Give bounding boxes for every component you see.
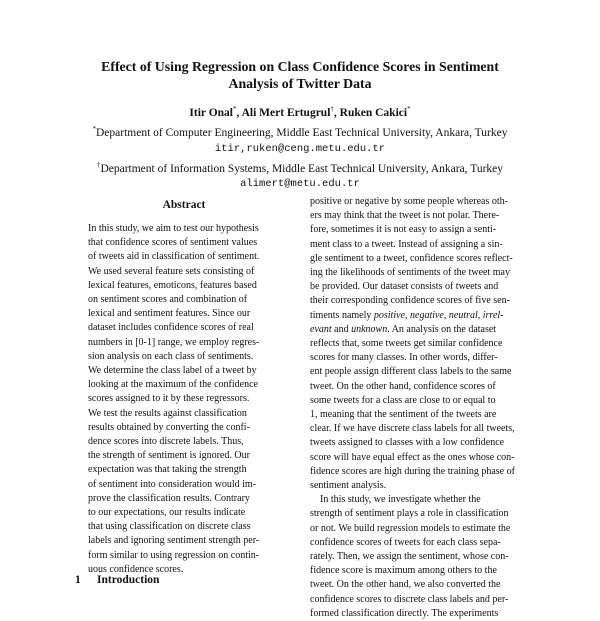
author-name: Ruken Cakici — [339, 106, 408, 119]
abstract-line: expectation was that taking the strength — [88, 464, 247, 476]
body-line: positive or negative by some people whereas oth- — [310, 196, 508, 207]
abstract-line: of sentiment into consideration would im- — [88, 478, 257, 490]
abstract-heading: Abstract — [162, 199, 206, 211]
abstract-line: scores assigned to it by these regressors. — [88, 393, 250, 405]
author-mark: * — [232, 105, 237, 113]
body-line: confidence scores of tweets for each class sepa- — [310, 536, 501, 548]
author-name: Ali Mert Ertugrul — [241, 106, 331, 119]
section-number: 1 — [75, 574, 81, 586]
abstract-line: to our expectations, our results indicate — [88, 507, 246, 519]
abstract-line: lexical features, emoticons, features based — [88, 279, 257, 291]
body-line: scores for many classes. In other words, differ- — [310, 352, 498, 364]
author-name: Itir Onal — [189, 106, 233, 119]
body-line: ers may think that the tweet is not polar. There- — [310, 210, 500, 222]
abstract-line: lexical and sentiment features. Since our — [88, 308, 251, 320]
abstract-line: We test the results against classification — [88, 407, 247, 419]
affiliation-mark: † — [96, 160, 101, 169]
affiliation-mark: * — [92, 124, 96, 133]
body-line: some tweets for a class are close to or equal to — [310, 394, 496, 406]
affiliation — [0, 121, 600, 141]
body-line: evant and unknown. An analysis on the dataset — [310, 323, 497, 335]
body-line: score will have equal effect as the ones whose con- — [310, 451, 515, 463]
body-text-column — [310, 195, 530, 621]
author-mark: † — [330, 105, 334, 113]
abstract-line: We determine the class label of a tweet by — [88, 365, 257, 377]
abstract-line: dence scores into discrete labels. Thus, — [88, 436, 244, 448]
abstract-line: form similar to using regression on contin- — [88, 549, 260, 561]
body-line: In this study, we investigate whether the — [310, 494, 481, 506]
body-line: fidence scores are high during the training phase of — [310, 465, 515, 477]
body-line: reflects that, some tweets get similar confidence — [310, 338, 503, 350]
abstract-line: In this study, we aim to test our hypothesis — [88, 223, 259, 234]
abstract-line: results obtained by converting the confi- — [88, 421, 250, 433]
body-line: formed classification directly. The experiments — [310, 607, 499, 619]
section-title: Introduction — [97, 574, 160, 586]
affiliation — [0, 157, 600, 177]
body-line: fidence score is maximum among others to the — [310, 565, 497, 577]
abstract-line: labels and ignoring sentiment strength per- — [88, 535, 260, 547]
abstract-line: uous confidence scores. — [88, 563, 184, 575]
body-line: tweets assigned to classes with a low confidence — [310, 437, 505, 449]
paper-title — [70, 58, 530, 92]
author-block — [0, 101, 600, 192]
abstract-line: dataset includes confidence scores of real — [88, 322, 254, 334]
body-line: or not. We build regression models to estimate the — [310, 522, 511, 534]
title-line: Effect of Using Regression on Class Confidence Scores in Sentiment — [101, 59, 499, 74]
abstract-line: sion analysis on each class of sentiments. — [88, 350, 254, 362]
abstract-line: numbers in [0-1] range, we employ regres- — [88, 336, 260, 348]
section-heading — [75, 574, 159, 586]
affiliation-text: Department of Computer Engineering, Middle East Technical University, Ankara, Turkey — [95, 126, 508, 139]
abstract-line: the strength of sentiment is ignored. Our — [88, 450, 250, 462]
body-line: clear. If we have discrete class labels for all tweets, — [310, 423, 515, 435]
body-line: be provided. Our dataset consists of tweets and — [310, 281, 499, 293]
body-line: timents namely positive, negative, neutral, irrel- — [310, 309, 504, 321]
body-line: confidence scores to discrete class labels and per- — [310, 593, 509, 605]
abstract-line: prove the classification results. Contrary — [88, 492, 250, 504]
abstract-line: We used several feature sets consisting of — [88, 265, 255, 277]
body-line: fore, sometimes it is not easy to assign a senti- — [310, 224, 497, 236]
body-line: rately. Then, we assign the sentiment, whose con- — [310, 551, 509, 563]
affiliation-email: alimert@metu.edu.tr — [240, 178, 360, 191]
author-mark: * — [407, 105, 411, 113]
abstract-body — [88, 222, 280, 577]
abstract-line: that using classification on discrete class — [88, 521, 251, 533]
abstract-line: looking at the maximum of the confidence — [88, 379, 258, 391]
body-line: their corresponding confidence scores of five sen- — [310, 295, 510, 307]
body-line: strength of sentiment plays a role in classification — [310, 508, 509, 520]
body-line: ing the likelihoods of sentiments of the tweet may — [310, 267, 510, 279]
body-line: tweet. On the other hand, we also converted the — [310, 579, 501, 591]
affiliation-text: Department of Information Systems, Middle East Technical University, Ankara, Turkey — [100, 162, 504, 175]
body-line: ment class to a tweet. Instead of assigning a sin- — [310, 238, 503, 250]
abstract-line: on sentiment scores and combination of — [88, 294, 248, 306]
abstract-line: that confidence scores of sentiment values — [88, 237, 258, 249]
author-names: Itir Onal*, Ali Mert Ertugrul†, Ruken Cakici* — [189, 105, 411, 119]
body-line: gle sentiment to a tweet, confidence scores reflect- — [310, 252, 513, 264]
affiliation-email: itir,ruken@ceng.metu.edu.tr — [214, 142, 386, 155]
body-line: tweet. On the other hand, confidence scores of — [310, 380, 496, 392]
abstract-line: of tweets aid in classification of sentiment. — [88, 251, 260, 263]
title-line: Analysis of Twitter Data — [228, 76, 372, 91]
body-line: sentiment analysis. — [310, 480, 387, 492]
body-line: 1, meaning that the sentiment of the tweets are — [310, 409, 497, 421]
body-line: ent people assign different class labels to the same — [310, 366, 512, 378]
